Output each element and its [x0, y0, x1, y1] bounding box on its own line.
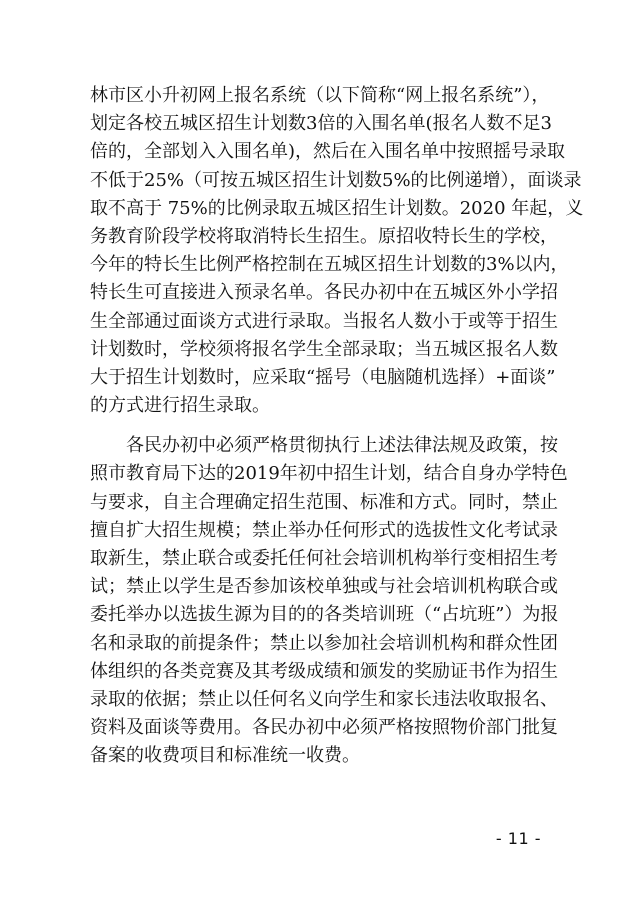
- text-line: 录取的依据；禁止以任何名义向学生和家长违法收取报名、: [90, 688, 558, 710]
- text-line: 擅自扩大招生规模；禁止举办任何形式的选拔性文化考试录: [90, 519, 558, 541]
- text-line: 体组织的各类竞赛及其考级成绩和颁发的奖励证书作为招生: [90, 660, 558, 682]
- text-line: 的方式进行招生录取。: [90, 395, 270, 417]
- text-line: 不低于25%（可按五城区招生计划数5%的比例递增），面谈录: [90, 169, 582, 191]
- text-line: 取新生，禁止联合或委托任何社会培训机构举行变相招生考: [90, 548, 558, 569]
- text-line: 特长生可直接进入预录名单。各民办初中在五城区外小学招: [90, 282, 558, 304]
- text-line: 计划数时，学校须将报名学生全部录取；当五城区报名人数: [90, 338, 558, 360]
- text-line: 林市区小升初网上报名系统（以下简称“网上报名系统”），: [90, 85, 550, 106]
- paragraph-2: [90, 432, 568, 770]
- text-line: 大于招生计划数时，应采取“摇号（电脑随机选择）+面谈”: [90, 366, 556, 388]
- text-line: 委托举办以选拔生源为目的的各类培训班（“占坑班”）为报: [90, 604, 559, 626]
- text-line: 名和录取的前提条件；禁止以参加社会培训机构和群众性团: [90, 632, 558, 654]
- text-line: 倍的，全部划入入围名单)，然后在入围名单中按照摇号录取: [90, 141, 566, 163]
- text-line: 生全部通过面谈方式进行录取。当报名人数小于或等于招生: [90, 310, 558, 332]
- text-line: 务教育阶段学校将取消特长生招生。原招收特长生的学校，: [90, 225, 558, 247]
- body-text: [90, 82, 584, 771]
- text-line: 今年的特长生比例严格控制在五城区招生计划数的3%以内，: [90, 254, 569, 276]
- page-number: - 11 -: [495, 829, 541, 848]
- text-line: 照市教育局下达的2019年初中招生计划，结合自身办学特色: [90, 463, 568, 485]
- text-line: 试；禁止以学生是否参加该校单独或与社会培训机构联合或: [90, 576, 558, 598]
- text-line: 各民办初中必须严格贯彻执行上述法律法规及政策，按: [126, 435, 558, 457]
- text-line: 与要求，自主合理确定招生范围、标准和方式。同时，禁止: [90, 491, 558, 513]
- paragraph-gap: [90, 420, 548, 432]
- text-line: 取不高于 75%的比例录取五城区招生计划数。2020 年起，义: [90, 197, 584, 219]
- text-line: 备案的收费项目和标准统一收费。: [90, 745, 360, 767]
- text-line: 划定各校五城区招生计划数3倍的入围名单(报名人数不足3: [90, 113, 552, 135]
- paragraph-1: [90, 82, 584, 420]
- text-line: 资料及面谈等费用。各民办初中必须严格按照物价部门批复: [90, 717, 558, 739]
